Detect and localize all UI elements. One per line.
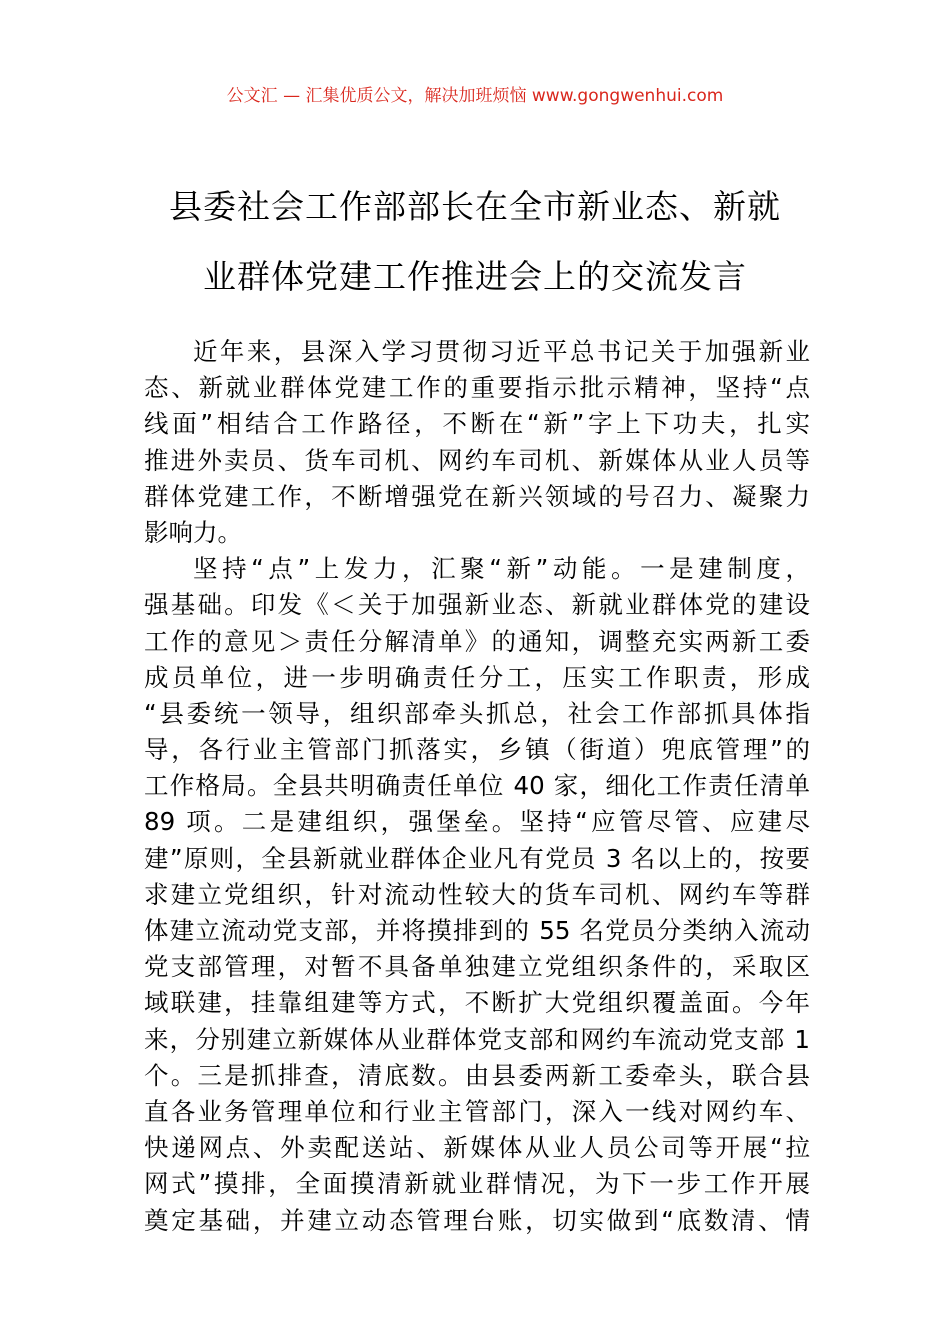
- body-line: 群体党建工作，不断增强党在新兴领域的号召力、凝聚力: [144, 481, 810, 511]
- body-line: 推进外卖员、货车司机、网约车司机、新媒体从业人员等: [144, 445, 810, 475]
- body-line: 工作的意见＞责任分解清单》的通知，调整充实两新工委: [144, 626, 810, 656]
- body-line: 党支部管理，对暂不具备单独建立党组织条件的，采取区: [144, 952, 810, 982]
- document-title: [120, 172, 830, 312]
- body-line: “县委统一领导，组织部牵头抓总，社会工作部抓具体指: [144, 698, 810, 728]
- body-line: 导，各行业主管部门抓落实，乡镇（街道）兜底管理”的: [144, 735, 810, 765]
- body-line: 工作格局。全县共明确责任单位 40 家，细化工作责任清单: [144, 771, 810, 801]
- body-line: 来，分别建立新媒体从业群体党支部和网约车流动党支部 1: [144, 1024, 810, 1054]
- body-line: 线面”相结合工作路径，不断在“新”字上下功夫，扎实: [144, 409, 810, 439]
- body-line: 近年来，县深入学习贯彻习近平总书记关于加强新业: [193, 337, 810, 366]
- body-line: 域联建，挂靠组建等方式，不断扩大党组织覆盖面。今年: [144, 988, 810, 1018]
- title-line-1: 县委社会工作部部长在全市新业态、新就: [169, 187, 781, 226]
- body-line: 强基础。印发《＜关于加强新业态、新就业群体党的建设: [144, 590, 810, 620]
- body-line: 个。三是抓排查，清底数。由县委两新工委牵头，联合县: [144, 1060, 810, 1090]
- document-body: [144, 334, 810, 1239]
- body-line: 态、新就业群体党建工作的重要指示批示精神，坚持“点: [144, 373, 810, 403]
- body-line: 网式”摸排，全面摸清新就业群情况，为下一步工作开展: [144, 1169, 810, 1199]
- title-line-2: 业群体党建工作推进会上的交流发言: [203, 257, 747, 296]
- body-line: 直各业务管理单位和行业主管部门，深入一线对网约车、: [144, 1096, 810, 1126]
- body-line: 求建立党组织，针对流动性较大的货车司机、网约车等群: [144, 879, 810, 909]
- body-line: 奠定基础，并建立动态管理台账，切实做到“底数清、情: [144, 1205, 810, 1235]
- body-line: 体建立流动党支部，并将摸排到的 55 名党员分类纳入流动: [144, 916, 810, 945]
- site-header-banner: 公文汇 — 汇集优质公文，解决加班烦恼 www.gongwenhui.com: [226, 86, 724, 106]
- body-line: 89 项。二是建组织，强堡垒。坚持“应管尽管、应建尽: [144, 807, 810, 837]
- body-line: 坚持“点”上发力，汇聚“新”动能。一是建制度，: [193, 554, 810, 584]
- body-line: 建”原则，全县新就业群体企业凡有党员 3 名以上的，按要: [144, 843, 810, 873]
- body-line: 成员单位，进一步明确责任分工，压实工作职责，形成: [144, 662, 810, 692]
- body-line: 快递网点、外卖配送站、新媒体从业人员公司等开展“拉: [144, 1133, 810, 1163]
- body-line: 影响力。: [144, 517, 242, 547]
